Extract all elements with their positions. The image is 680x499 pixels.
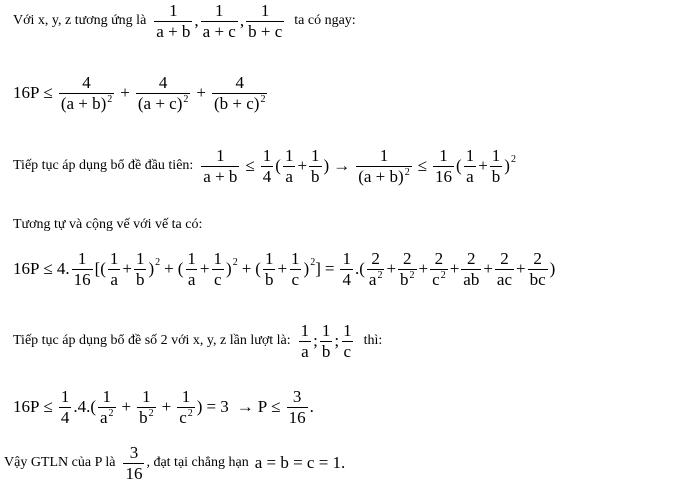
inequality-16P: 16P ≤ $\frac{4}{(a + b)^2}$ + $\frac{4}{(a + c)^2}$ + $\frac{4}{(b + c)^2}$ [13, 73, 266, 113]
sum-inequality: 16P ≤ 4 . $\frac{1}{16}$ [( $\frac{1}{a}$ + $\frac{1}{b}$ ) 2 + ( $\frac{1}{a}$ + $\frac{1}{c}$ ) 2 + ( $\frac{1}{b}$ + $\frac{1}{c}$ ) 2 ] = $\frac{1}{4}$ . ( $\frac{2}{a^2}$ + $\frac{2}{b^2}$ + $\frac{2}{c^2}$ + $\frac{2}{ab}$ + $\frac{2}{ac}$ + $\frac{2}{bc}$ ) [13, 249, 556, 289]
intro-text: Với x, y, z tương ứng là [13, 13, 147, 29]
lemma-formula: $\frac{1}{a + b}$ ≤ $\frac{1}{4}$ ( $\frac{1}{a}$ + $\frac{1}{b}$ ) → $\frac{1}{(a + b)^2}$ ≤ $\frac{1}{16}$ ( $\frac{1}{a}$ + $\frac{1}{b}$ ) 2 [203, 146, 516, 186]
fraction-1-over-bpc: $\frac{1}{b + c}$ [248, 1, 283, 41]
equality-condition: a = b = c = 1. [254, 453, 346, 473]
lemma-line [13, 147, 516, 186]
final-inequality: 16P ≤ $\frac{1}{4}$ . 4 .( $\frac{1}{a^2}$ + $\frac{1}{b^2}$ + $\frac{1}{c^2}$ ) = 3 → P ≤ $\frac{3}{16}$ . [13, 387, 314, 427]
lemma2-line: Tiếp tục áp dụng bổ đề số 2 với x, y, z lần lượt là: $\frac{1}{a}$ ; $\frac{1}{b}$ ; $\frac{1}{c}$ thì: [13, 321, 383, 361]
conclusion-line: Vậy GTLN của P là $\frac{3}{16}$ , đạt tại chẳng hạn a = b = c = 1. [4, 443, 346, 483]
intro-tail: ta có ngay: [294, 13, 356, 29]
intro-line [13, 2, 356, 41]
fraction-1-over-apc: $\frac{1}{a + c}$ [202, 1, 236, 41]
lemma-text: Tiếp tục áp dụng bổ đề đầu tiên: [13, 158, 194, 174]
intro-fractions: $\frac{1}{a + b}$ , $\frac{1}{a + c}$ , $\frac{1}{b + c}$ [156, 1, 283, 41]
fraction-1-over-apb: $\frac{1}{a + b}$ [156, 1, 191, 41]
similar-line: Tương tự và cộng vế với vế ta có: [13, 217, 203, 232]
